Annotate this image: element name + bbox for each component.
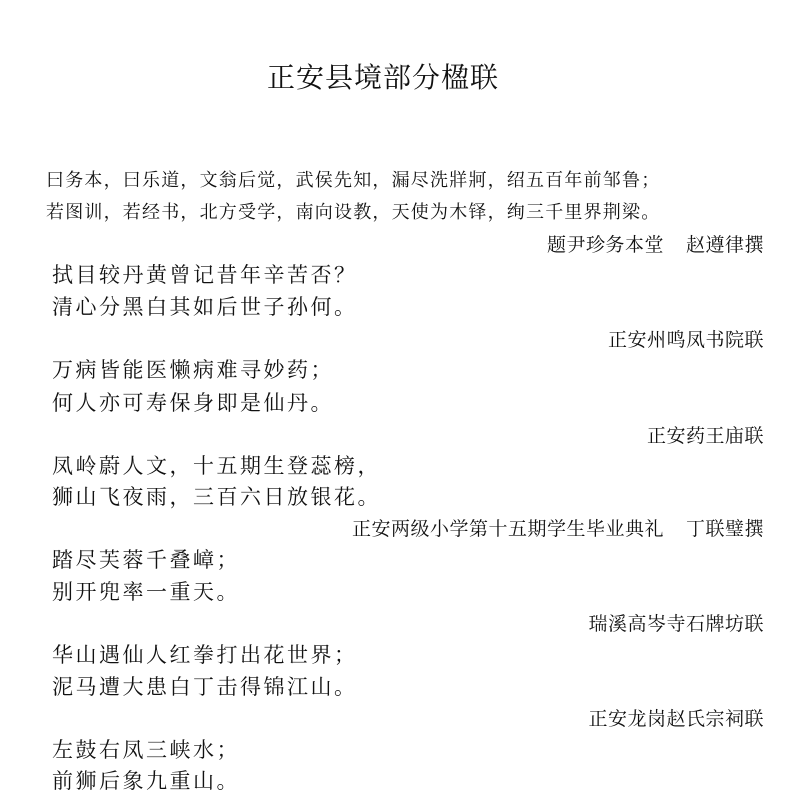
caption-source: 正安两级小学第十五期学生毕业典礼	[351, 518, 664, 540]
caption-author: 丁联璧撰	[685, 518, 764, 540]
couplet-3-line-1: 凤岭蔚人文，十五期生登蕊榜，	[52, 454, 381, 478]
couplet-4-line-2: 别开兜率一重天。	[52, 580, 240, 604]
page-title: 正安县境部分楹联	[266, 61, 499, 94]
couplet-1-line-1: 拭目较丹黄曾记昔年辛苦否？	[52, 263, 358, 287]
intro-couplet-line-2: 若图训，若经书，北方受学，南向设教，天使为木铎，绚三千里界荆梁。	[46, 202, 661, 223]
couplet-3-line-2: 狮山飞夜雨，三百六日放银花。	[52, 485, 381, 509]
couplet-5-line-2: 泥马遭大患白丁击得锦江山。	[52, 675, 358, 699]
caption-author: 赵遵律撰	[685, 234, 764, 256]
couplet-2-line-2: 何人亦可寿保身即是仙丹。	[52, 391, 334, 415]
intro-couplet-caption	[547, 231, 764, 259]
couplet-5-caption: 正安龙岗赵氏宗祠联	[588, 708, 764, 730]
couplet-5-line-1: 华山遇仙人红拳打出花世界；	[52, 643, 358, 667]
intro-couplet-line-1: 曰务本，曰乐道，文翁后觉，武侯先知，漏尽洗牂牁，绍五百年前邹鲁；	[46, 170, 661, 191]
couplet-1-line-2: 清心分黑白其如后世子孙何。	[52, 295, 358, 319]
couplet-6-line-1: 左鼓右凤三峡水；	[52, 738, 240, 762]
couplet-2-caption: 正安药王庙联	[646, 425, 764, 447]
couplet-1-caption: 正安州鸣凤书院联	[607, 329, 764, 351]
couplet-2-line-1: 万病皆能医懒病难寻妙药；	[52, 358, 334, 382]
caption-source: 题尹珍务本堂	[546, 234, 664, 256]
couplet-6-line-2: 前狮后象九重山。	[52, 769, 240, 793]
couplet-3-caption	[352, 515, 764, 543]
couplet-4-caption: 瑞溪高岑寺石牌坊联	[588, 613, 764, 635]
couplet-4-line-1: 踏尽芙蓉千叠嶂；	[52, 548, 240, 572]
